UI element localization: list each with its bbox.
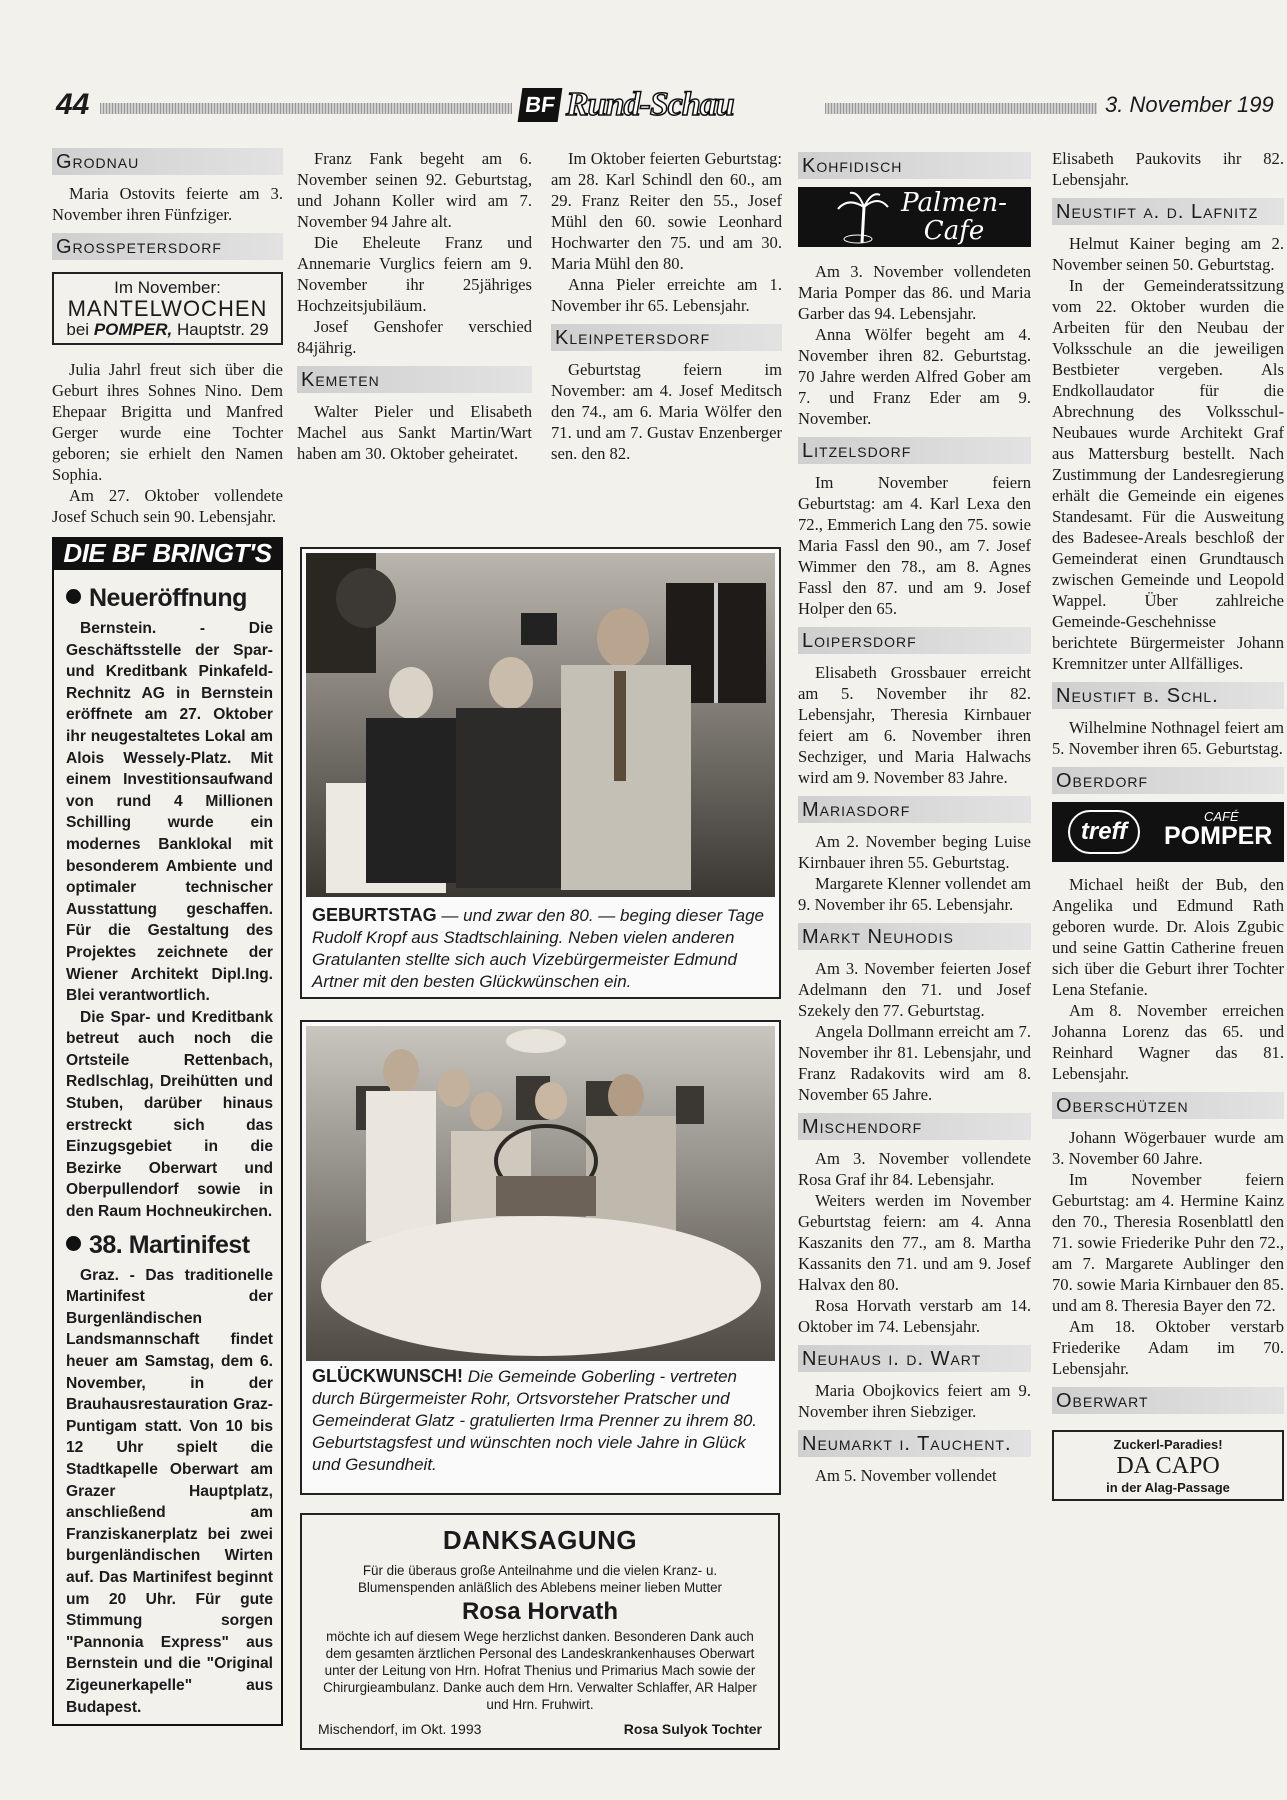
bf-article-1: Bernstein. - Die Geschäftsstelle der Spar- und Kreditbank Pinkafeld-Rechnitz AG in Bernstein eröffnete am 27. Oktober ihr neugestaltetes Lokal am Alois Wessely-Platz. Mit einem Investitionsaufwand von rund 4 Millionen Schilling wurde ein modernes Banklokal mit besonderem Ambiente und optimaler technischer Ausstattung geschaffen. Für die Gestaltung des Projektes zeichnete der Wiener Architekt Dipl.Ing. Blei verantwortlich. [66,620,273,1005]
article-kemeten: Walter Pieler und Elisabeth Machel aus Sankt Martin/Wart haben am 30. Oktober geheiratet. [297,402,532,463]
heading-neustift-lafnitz: Neustift a. d. Lafnitz [1052,198,1284,225]
article-mariasdorf-2: Margarete Klenner vollendet am 9. November ihr 65. Lebensjahr. [798,874,1031,914]
dacapo-line-1: Zuckerl-Paradies! [1113,1437,1223,1452]
heading-kleinpetersdorf: Kleinpetersdorf [551,324,782,351]
danksagung-title: DANKSAGUNG [442,1525,638,1555]
photo-geburtstag-caption: GEBURTSTAG — und zwar den 80. — beging dieser Tage Rudolf Kropf aus Stadtschlaining. Neben vielen anderen Gratulanten stellte sich auch Vizebürgermeister Edmund Artner mit den besten Glückwünschen ein. [312,905,764,991]
photo-glueckwunsch-caption: GLÜCKWUNSCH! Die Gemeinde Goberling - vertreten durch Bürgermeister Rohr, Ortsvorsteher Pratscher und Gemeinderat Glatz - gratulierten Irma Prenner zu ihrem 80. Geburtstagsfest und wünschten noch viele Jahre in Glück und Gesundheit. [312,1366,758,1474]
heading-loipersdorf: Loipersdorf [798,627,1031,654]
photo-image [306,553,775,897]
article-oberdorf-1: Michael heißt der Bub, den Angelika und Edmund Rath geboren wurde. Dr. Alois Zgubic und seine Gattin Catherine freuen sich über die Geburt ihrer Tochter Lena Stefanie. [1052,875,1284,999]
article-grosspetersdorf-1: Julia Jahrl freut sich über die Geburt ihres Sohnes Nino. Dem Ehepaar Brigitta und Manfred Gerger wurde eine Tochter geboren; sie erhielt den Namen Sophia. [52,360,283,484]
article-neustift-2: In der Gemeinderatssitzung vom 22. Oktober wurden die Arbeiten für den Neubau der Volksschule an die jeweiligen Bestbieter vergeben. Als Endkollaudator für die Abrechnung des Volksschul-Neubaues wurde Architekt Graf aus Mattersburg bestellt. Nach Zustimmung der Landesregierung erhält die Gemeinde ein eigenes Standesamt. Für die Ausweitung des Badesee-Areals beschloß der Gemeinderat einen Grundtausch zwischen Gemeinde und Leopold Wappel. Über zahlreiche Gemeinde-Geschehnisse berichtete Bürgermeister Johann Kremnitzer unter Allfälliges. [1052,276,1284,673]
dacapo-line-3: in der Alag-Passage [1106,1480,1230,1495]
danksagung-notice [300,1513,780,1750]
article-col5-top: Elisabeth Paukovits ihr 82. Lebensjahr. [1052,149,1284,189]
heading-oberwart: Oberwart [1052,1387,1284,1414]
danksagung-line-1: Für die überaus große Anteilnahme und die vielen Kranz- u. Blumenspenden anläßlich des Ablebens meiner lieben Mutter [358,1563,722,1595]
article-col2-1: Franz Fank begeht am 6. November seinen 92. Geburtstag, und Johann Koller wird am 7. November 94 Jahre alt. [297,149,532,231]
bullet-icon [66,1236,81,1251]
masthead-logo [520,86,734,124]
article-mischendorf-1: Am 3. November vollendete Rosa Graf ihr 84. Lebensjahr. [798,1149,1031,1189]
issue-date: 3. November 199 [1105,92,1274,117]
danksagung-name: Rosa Horvath [461,1598,619,1625]
article-grosspetersdorf-2: Am 27. Oktober vollendete Josef Schuch sein 90. Lebensjahr. [52,486,283,526]
photo-geburtstag [300,547,781,999]
heading-mariasdorf: Mariasdorf [798,796,1031,823]
article-kohfidisch-2: Anna Wölfer begeht am 4. November ihren 82. Geburtstag. 70 Jahre werden Alfred Gober am 7. und Franz Eder am 9. November. [798,325,1031,428]
column-3 [551,148,782,464]
pomper-label: POMPER [1164,822,1273,850]
article-oberschuetzen-3: Am 18. Oktober verstarb Friederike Adam im 70. Lebensjahr. [1052,1317,1284,1378]
article-neustift-1: Helmut Kainer beging am 2. November seinen 50. Geburtstag. [1052,234,1284,274]
cafe-label: CAFÉ [1204,809,1239,824]
bf-bringts-box [52,537,283,1726]
danksagung-footer [318,1721,762,1737]
article-neustift-schl: Wilhelmine Nothnagel feiert am 5. November ihren 65. Geburtstag. [1052,718,1284,758]
bf-article-2: Die Spar- und Kreditbank betreut auch noch die Ortsteile Rettenbach, Redlschlag, Dreihütten und Stuben, darüber hinaus erstreckt sich das Einzugsgebiet in die Bezirke Oberwart und Oberpullendorf sowie in den Raum Hochneukirchen. [66,1008,273,1221]
bf-heading-neueroeffnung: Neueröffnung [66,582,273,614]
article-kleinpetersdorf: Geburtstag feiern im November: am 4. Josef Meditsch den 74., am 6. Maria Wölfer den 71. und am 7. Gustav Enzenberger sen. den 82. [551,360,782,463]
article-mischendorf-2: Weiters werden im November Geburtstag feiern: am 4. Anna Kaszanits den 77., am 8. Martha Kassanits den 71. und am 9. Josef Halvax den 80. [798,1191,1031,1294]
column-5 [1052,148,1284,1501]
article-markt-neuhodis-2: Angela Dollmann erreicht am 7. November ihr 81. Lebensjahr, und Franz Radakovits wird am 8. November 65 Jahre. [798,1022,1031,1104]
heading-markt-neuhodis: Markt Neuhodis [798,923,1031,950]
heading-neustift-schl: Neustift b. Schl. [1052,682,1284,709]
bf-heading-martinifest: 38. Martinifest [66,1229,273,1261]
article-litzelsdorf: Im November feiern Geburtstag: am 4. Karl Lexa den 72., Emmerich Lang den 75. sowie Maria Fassl den 90., am 7. Josef Wimmer den 78., am 8. Agnes Fassl den 87. und am 9. Josef Holper den 65. [798,473,1031,618]
heading-mischendorf: Mischendorf [798,1113,1031,1140]
treff-logo: treff [1068,810,1140,854]
bullet-icon [66,589,81,604]
photo-image [306,1026,775,1361]
article-kohfidisch-1: Am 3. November vollendeten Maria Pomper das 86. und Maria Garber das 94. Lebensjahr. [798,262,1031,323]
mantelwochen-ad [52,272,283,345]
article-col2-3: Josef Genshofer verschied 84jährig. [297,317,532,357]
page-header [50,88,1287,128]
heading-grosspetersdorf: Grosspetersdorf [52,233,283,260]
rundschau-logo-text: Rund-Schau [566,86,734,123]
article-neuhaus: Maria Obojkovics feiert am 9. November ihren Siebziger. [798,1381,1031,1421]
article-oberschuetzen-1: Johann Wögerbauer wurde am 3. November 60 Jahre. [1052,1128,1284,1168]
article-mischendorf-3: Rosa Horvath verstarb am 14. Oktober im 74. Lebensjahr. [798,1296,1031,1336]
article-col2-2: Die Eheleute Franz und Annemarie Vurglics feiern am 9. November ihr 25jähriges Hochzeitsjubiläum. [297,233,532,315]
column-1 [52,148,283,1726]
heading-grodnau: Grodnau [52,148,283,175]
heading-oberdorf: Oberdorf [1052,767,1284,794]
heading-kohfidisch: Kohfidisch [798,152,1031,179]
danksagung-signature: Rosa Sulyok Tochter [623,1721,762,1737]
article-markt-neuhodis-1: Am 3. November feierten Josef Adelmann den 71. und Josef Szekely den 77. Geburtstag. [798,959,1031,1020]
ad-line-1: Im November: [114,278,221,297]
article-mariasdorf-1: Am 2. November beging Luise Kirnbauer ihren 55. Geburtstag. [798,832,1031,872]
bf-article-3: Graz. - Das traditionelle Martinifest der Burgenländischen Landsmannschaft findet heuer am Samstag, dem 6. November, in der Brauhausrestauration Graz-Puntigam statt. Von 10 bis 12 Uhr spielt die Stadtkapelle Oberwart am Grazer Hauptplatz, anschließend am Franziskanerplatz bei zwei burgenländischen Wirten auf. Das Martinifest beginnt um 20 Uhr. Für gute Stimmung sorgen "Pannonia Express" aus Bernstein und die "Original Zigeunerkapelle" aus Budapest. [66,1266,273,1716]
bf-bringts-title: DIE BF BRINGT'S [54,539,281,570]
heading-neuhaus: Neuhaus i. d. Wart [798,1345,1031,1372]
danksagung-line-2: möchte ich auf diesem Wege herzlichst danken. Besonderen Dank auch dem gesamten ärztlichen Personal des Landeskrankenhauses Oberwart unter der Leitung von Hrn. Hofrat Thenius und Primarius Mach sowie der Chirurgieambulanz. Danke auch dem Hrn. Verwalter Schlaffer, AR Halper und Hrn. Fruhwirt. [323,1629,757,1712]
bf-logo-box: BF [518,88,563,122]
dacapo-line-2: DA CAPO [1116,1453,1220,1479]
article-loipersdorf: Elisabeth Grossbauer erreicht am 5. November ihr 82. Lebensjahr, Theresia Kirnbauer feiert am 6. November ihren Sechziger, und Maria Halwachs wird am 9. November 83 Jahre. [798,663,1031,787]
cafe-pomper-ad [1052,802,1284,862]
photo-glueckwunsch [300,1020,781,1495]
heading-litzelsdorf: Litzelsdorf [798,437,1031,464]
heading-neumarkt: Neumarkt i. Tauchent. [798,1430,1031,1457]
article-neumarkt: Am 5. November vollendet [815,1466,997,1485]
column-2 [297,148,532,464]
article-col3-1: Im Oktober feierten Geburtstag: am 28. Karl Schindl den 60., am 29. Franz Reiter den 55., Josef Mühl den 60. sowie Leonhard Hochwarter den 75. und am 30. Maria Mühl den 80. [551,149,782,273]
dacapo-ad [1052,1430,1284,1501]
article-oberdorf-2: Am 8. November erreichen Johanna Lorenz das 65. und Reinhard Wagner das 81. Lebensjahr. [1052,1001,1284,1083]
bf-bringts-body [54,570,281,1724]
article-grodnau: Maria Ostovits feierte am 3. November ihren Fünfziger. [52,184,283,224]
article-col3-2: Anna Pieler erreichte am 1. November ihr 65. Lebensjahr. [551,275,782,315]
ad-line-2: MANTELWOCHEN [67,296,268,321]
palmen-cafe-ad [798,187,1031,247]
header-rule-right [825,103,1097,114]
header-rule-left [100,103,512,114]
ad-line-3: bei POMPER, Hauptstr. 29 [66,320,269,339]
heading-kemeten: Kemeten [297,366,532,393]
palmen-cafe-text: Palmen- Cafe [901,188,1007,246]
article-oberschuetzen-2: Im November feiern Geburtstag: am 4. Hermine Kainz den 70., Theresia Rosenblattl den 71. sowie Friederike Puhr den 72., am 7. Margarete Aublinger den 70. sowie Maria Kirnbauer den 85. und am 8. Theresia Bayer den 72. [1052,1170,1284,1315]
column-4 [798,148,1031,1486]
page-number: 44 [56,88,90,121]
heading-oberschuetzen: Oberschützen [1052,1092,1284,1119]
danksagung-place: Mischendorf, im Okt. 1993 [318,1721,482,1737]
